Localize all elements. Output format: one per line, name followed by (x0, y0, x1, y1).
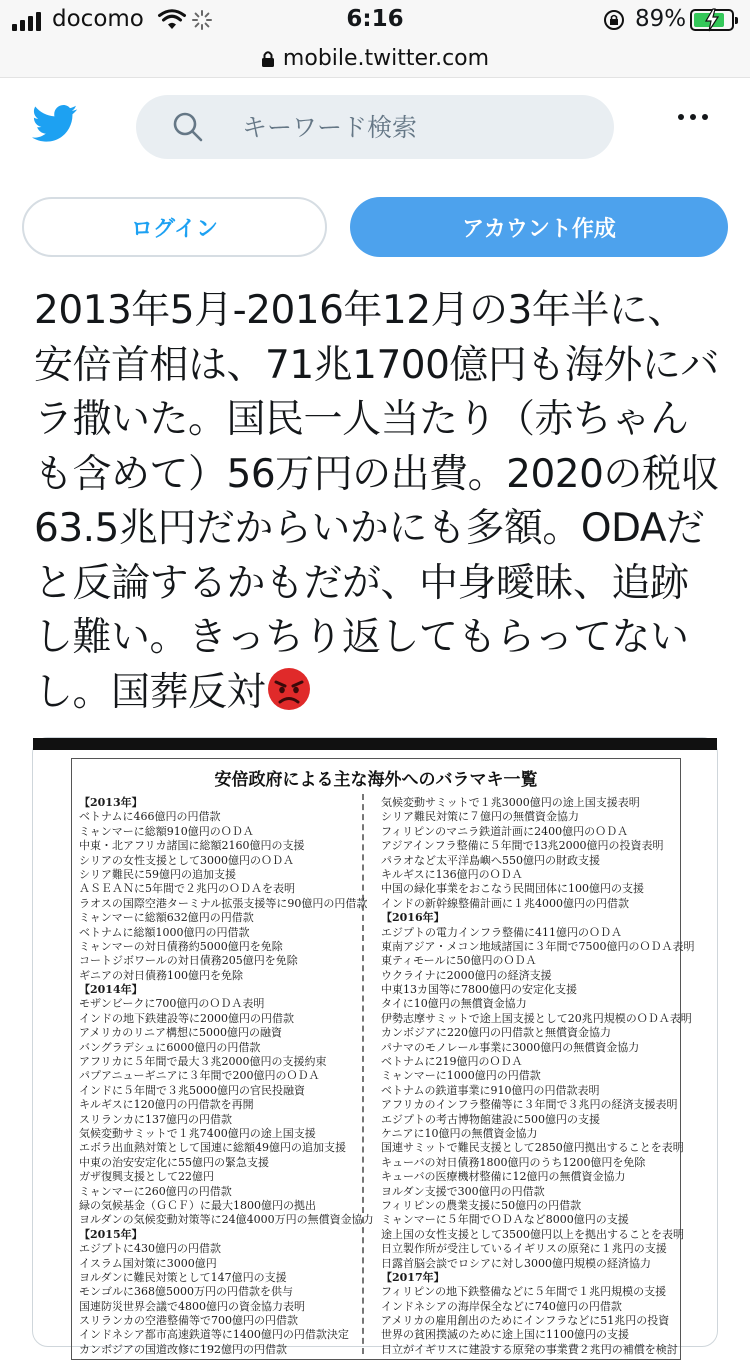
list-item: アメリカの雇用創出のためにインフラなどに51兆円の投資 (381, 1314, 670, 1328)
tweet-image[interactable] (32, 737, 718, 1356)
list-item: シリア難民に59億円の追加支援 (79, 867, 236, 881)
list-item: フィリピンの地下鉄整備などに５年間で１兆円規模の支援 (381, 1285, 667, 1299)
list-item: ミャンマーの対日債務約5000億円を免除 (79, 939, 283, 953)
year-heading: 【2014年】 (79, 983, 143, 997)
year-heading: 【2015年】 (79, 1227, 143, 1241)
list-item: 国連サミットで難民支援として2850億円拠出することを表明 (381, 1141, 684, 1155)
list-item: ヨルダンの気候変動対策等に24億4000万円の無償資金協力 (79, 1213, 374, 1227)
list-item: カンボジアに220億円の円借款と無償資金協力 (381, 1026, 611, 1040)
charging-bolt-icon (704, 9, 720, 31)
list-item: ベトナムの鉄道事業に910億円の円借款表明 (381, 1083, 600, 1097)
list-item: アメリカのリニア構想に5000億円の融資 (79, 1026, 283, 1040)
list-item: ヨルダンに難民対策として147億円の支援 (79, 1270, 287, 1284)
list-item: フィリピンの農業支援に50億円の円借款 (381, 1198, 582, 1212)
list-item: 気候変動サミットで１兆7400億円の途上国支援 (79, 1126, 316, 1140)
list-item: モンゴルに368億5000万円の円借款を供与 (79, 1285, 293, 1299)
year-heading: 【2016年】 (381, 911, 445, 925)
list-item: ベトナムに総額1000億円の円借款 (79, 925, 250, 939)
tweet-body: 2013年5月-2016年12月の3年半に、安倍首相は、71兆1700億円も海外にバラ撒いた。国民一人当たり（赤ちゃんも含めて）56万円の出費。2020の税収63.5兆円だからいかにも多額。ODAだと反論するかもだが、中身曖昧、追跡し難い。きっちり返してもらってないし。国葬反対 (34, 288, 719, 715)
list-item: キューバの対日債務1800億円のうち1200億円を免除 (381, 1155, 646, 1169)
carrier-name: docomo (52, 6, 144, 32)
list-item: キューバの医療機材整備に12億円の無償資金協力 (381, 1170, 626, 1184)
list-item: アフリカのインフラ整備等に３年間で３兆円の経済支援表明 (381, 1098, 678, 1112)
search-box[interactable] (136, 95, 614, 159)
url-text: mobile.twitter.com (282, 46, 490, 71)
list-item: インドネシア都市高速鉄道等に1400億円の円借款決定 (79, 1328, 349, 1342)
list-item: インドに５年間で３兆5000億円の官民投融資 (79, 1083, 305, 1097)
right-column (381, 796, 695, 1357)
list-item: タイに10億円の無償資金協力 (381, 997, 527, 1011)
twitter-header (0, 78, 750, 278)
list-item: 中東13カ国等に7800億円の安定化支援 (381, 983, 577, 997)
angry-face-icon (267, 667, 311, 711)
list-item: 緑の気候基金（ＧＣＦ）に最大1800億円の拠出 (79, 1198, 316, 1212)
list-item: フィリピンのマニラ鉄道計画に2400億円のＯＤＡ (381, 824, 629, 838)
twitter-bird-icon[interactable] (32, 104, 78, 144)
list-item: 世界の貧困撲滅のために途上国に1100億円の支援 (381, 1328, 629, 1342)
list-item: アフリカに５年間で最大３兆2000億円の支援約束 (79, 1055, 327, 1069)
list-item: キルギスに120億円の円借款を再開 (79, 1098, 254, 1112)
list-item: 日立がイギリスに建設する原発の事業費２兆円の補償を検討 (381, 1342, 678, 1356)
list-item: シリア難民対策に７億円の無償資金協力 (381, 810, 579, 824)
list-item: ミャンマーに総額910億円のＯＤＡ (79, 824, 254, 838)
list-item: ミャンマーに260億円の円借款 (79, 1184, 232, 1198)
list-item: パナマのモノレール事業に3000億円の無償資金協力 (381, 1040, 640, 1054)
list-item: パプアニューギニアに３年間で200億円のＯＤＡ (79, 1069, 320, 1083)
list-item: 日立製作所が受注しているイギリスの原発に１兆円の支援 (381, 1242, 667, 1256)
rotation-lock-icon (603, 9, 625, 31)
more-options-icon[interactable] (678, 114, 708, 120)
search-icon (172, 111, 204, 143)
list-item: 国連防災世界会議で4800億円の資金協力表明 (79, 1299, 305, 1313)
list-item: モザンビークに700億円のＯＤＡ表明 (79, 997, 265, 1011)
clock: 6:16 (346, 6, 404, 32)
list-item: インドの新幹線整備計画に１兆4000億円の円借款 (381, 896, 629, 910)
list-item: ウクライナに2000億円の経済支援 (381, 968, 552, 982)
list-item: 東南アジア・メコン地域諸国に３年間で7500億円のＯＤＡ表明 (381, 939, 695, 953)
list-item: パラオなど太平洋島嶼へ550億円の財政支援 (381, 853, 600, 867)
list-item: エボラ出血熱対策として国連に総額49億円の追加支援 (79, 1141, 346, 1155)
list-item: ケニアに10億円の無償資金協力 (381, 1126, 538, 1140)
tweet-text (34, 284, 724, 720)
list-item: 東ティモールに50億円のＯＤＡ (381, 954, 537, 968)
list-item: ベトナムに466億円の円借款 (79, 810, 221, 824)
list-item: ミャンマーに５年間でＯＤＡなど8000億円の支援 (381, 1213, 629, 1227)
list-item: 日露首脳会談でロシアに対し3000億円規模の経済協力 (381, 1256, 651, 1270)
list-item: シリアの女性支援として3000億円のＯＤＡ (79, 853, 294, 867)
list-item: ミャンマーに総額632億円の円借款 (79, 911, 254, 925)
list-item: イスラム国対策に3000億円 (79, 1256, 217, 1270)
list-item: エジプトに430億円の円借款 (79, 1242, 221, 1256)
list-item: ヨルダン支援で300億円の円借款 (381, 1184, 545, 1198)
lock-icon (261, 50, 275, 68)
battery-percent: 89% (635, 6, 687, 32)
image-title: 安倍政府による主な海外へのバラマキ一覧 (71, 758, 681, 800)
left-column (79, 796, 379, 1357)
list-item: スリランカに137億円の円借款 (79, 1112, 232, 1126)
list-item: 中東・北アフリカ諸国に総額2160億円の支援 (79, 839, 305, 853)
list-item: エジプトの電力インフラ整備に411億円のＯＤＡ (381, 925, 622, 939)
list-item: ギニアの対日債務100億円を免除 (79, 968, 243, 982)
list-item: ＡＳＥＡＮに5年間で２兆円のＯＤＡを表明 (79, 882, 295, 896)
list-item: カンボジアの国道改修に192億円の円借款 (79, 1342, 287, 1356)
list-item: 伊勢志摩サミットで途上国支援として20兆円規模のＯＤＡ表明 (381, 1011, 692, 1025)
list-item: エジプトの考古博物館建設に500億円の支援 (381, 1112, 600, 1126)
battery-icon (690, 9, 734, 31)
list-item: インドの地下鉄建設等に2000億円の円借款 (79, 1011, 294, 1025)
list-item: キルギスに136億円のＯＤＡ (381, 867, 523, 881)
list-item: 中国の緑化事業をおこなう民間団体に100億円の支援 (381, 882, 644, 896)
list-item: コートジボワールの対日債務205億円を免除 (79, 954, 298, 968)
list-item: スリランカの空港整備等で700億円の円借款 (79, 1314, 298, 1328)
url-bar[interactable] (0, 40, 750, 78)
image-top-bar (33, 738, 717, 750)
year-heading: 【2013年】 (79, 796, 143, 809)
list-item: 気候変動サミットで１兆3000億円の途上国支援表明 (381, 796, 640, 809)
list-item: ラオスの国際空港ターミナル拡張支援等に90億円の円借款 (79, 896, 368, 910)
login-button[interactable]: ログイン (22, 197, 327, 257)
list-item: バングラデシュに6000億円の円借款 (79, 1040, 261, 1054)
list-item: ガザ復興支援として22億円 (79, 1170, 214, 1184)
list-item: アジアインフラ整備に５年間で13兆2000億円の投資表明 (381, 839, 664, 853)
status-bar (0, 0, 750, 40)
year-heading: 【2017年】 (381, 1270, 445, 1284)
list-item: ベトナムに219億円のＯＤＡ (381, 1055, 523, 1069)
list-item: 中東の治安安定化に55億円の緊急支援 (79, 1155, 269, 1169)
list-item: ミャンマーに1000億円の円借款 (381, 1069, 541, 1083)
list-item: 途上国の女性支援として3500億円以上を拠出することを表明 (381, 1227, 684, 1241)
search-input[interactable] (242, 107, 582, 147)
signup-button[interactable]: アカウント作成 (350, 197, 728, 257)
list-item: インドネシアの海岸保全などに740億円の円借款 (381, 1299, 622, 1313)
